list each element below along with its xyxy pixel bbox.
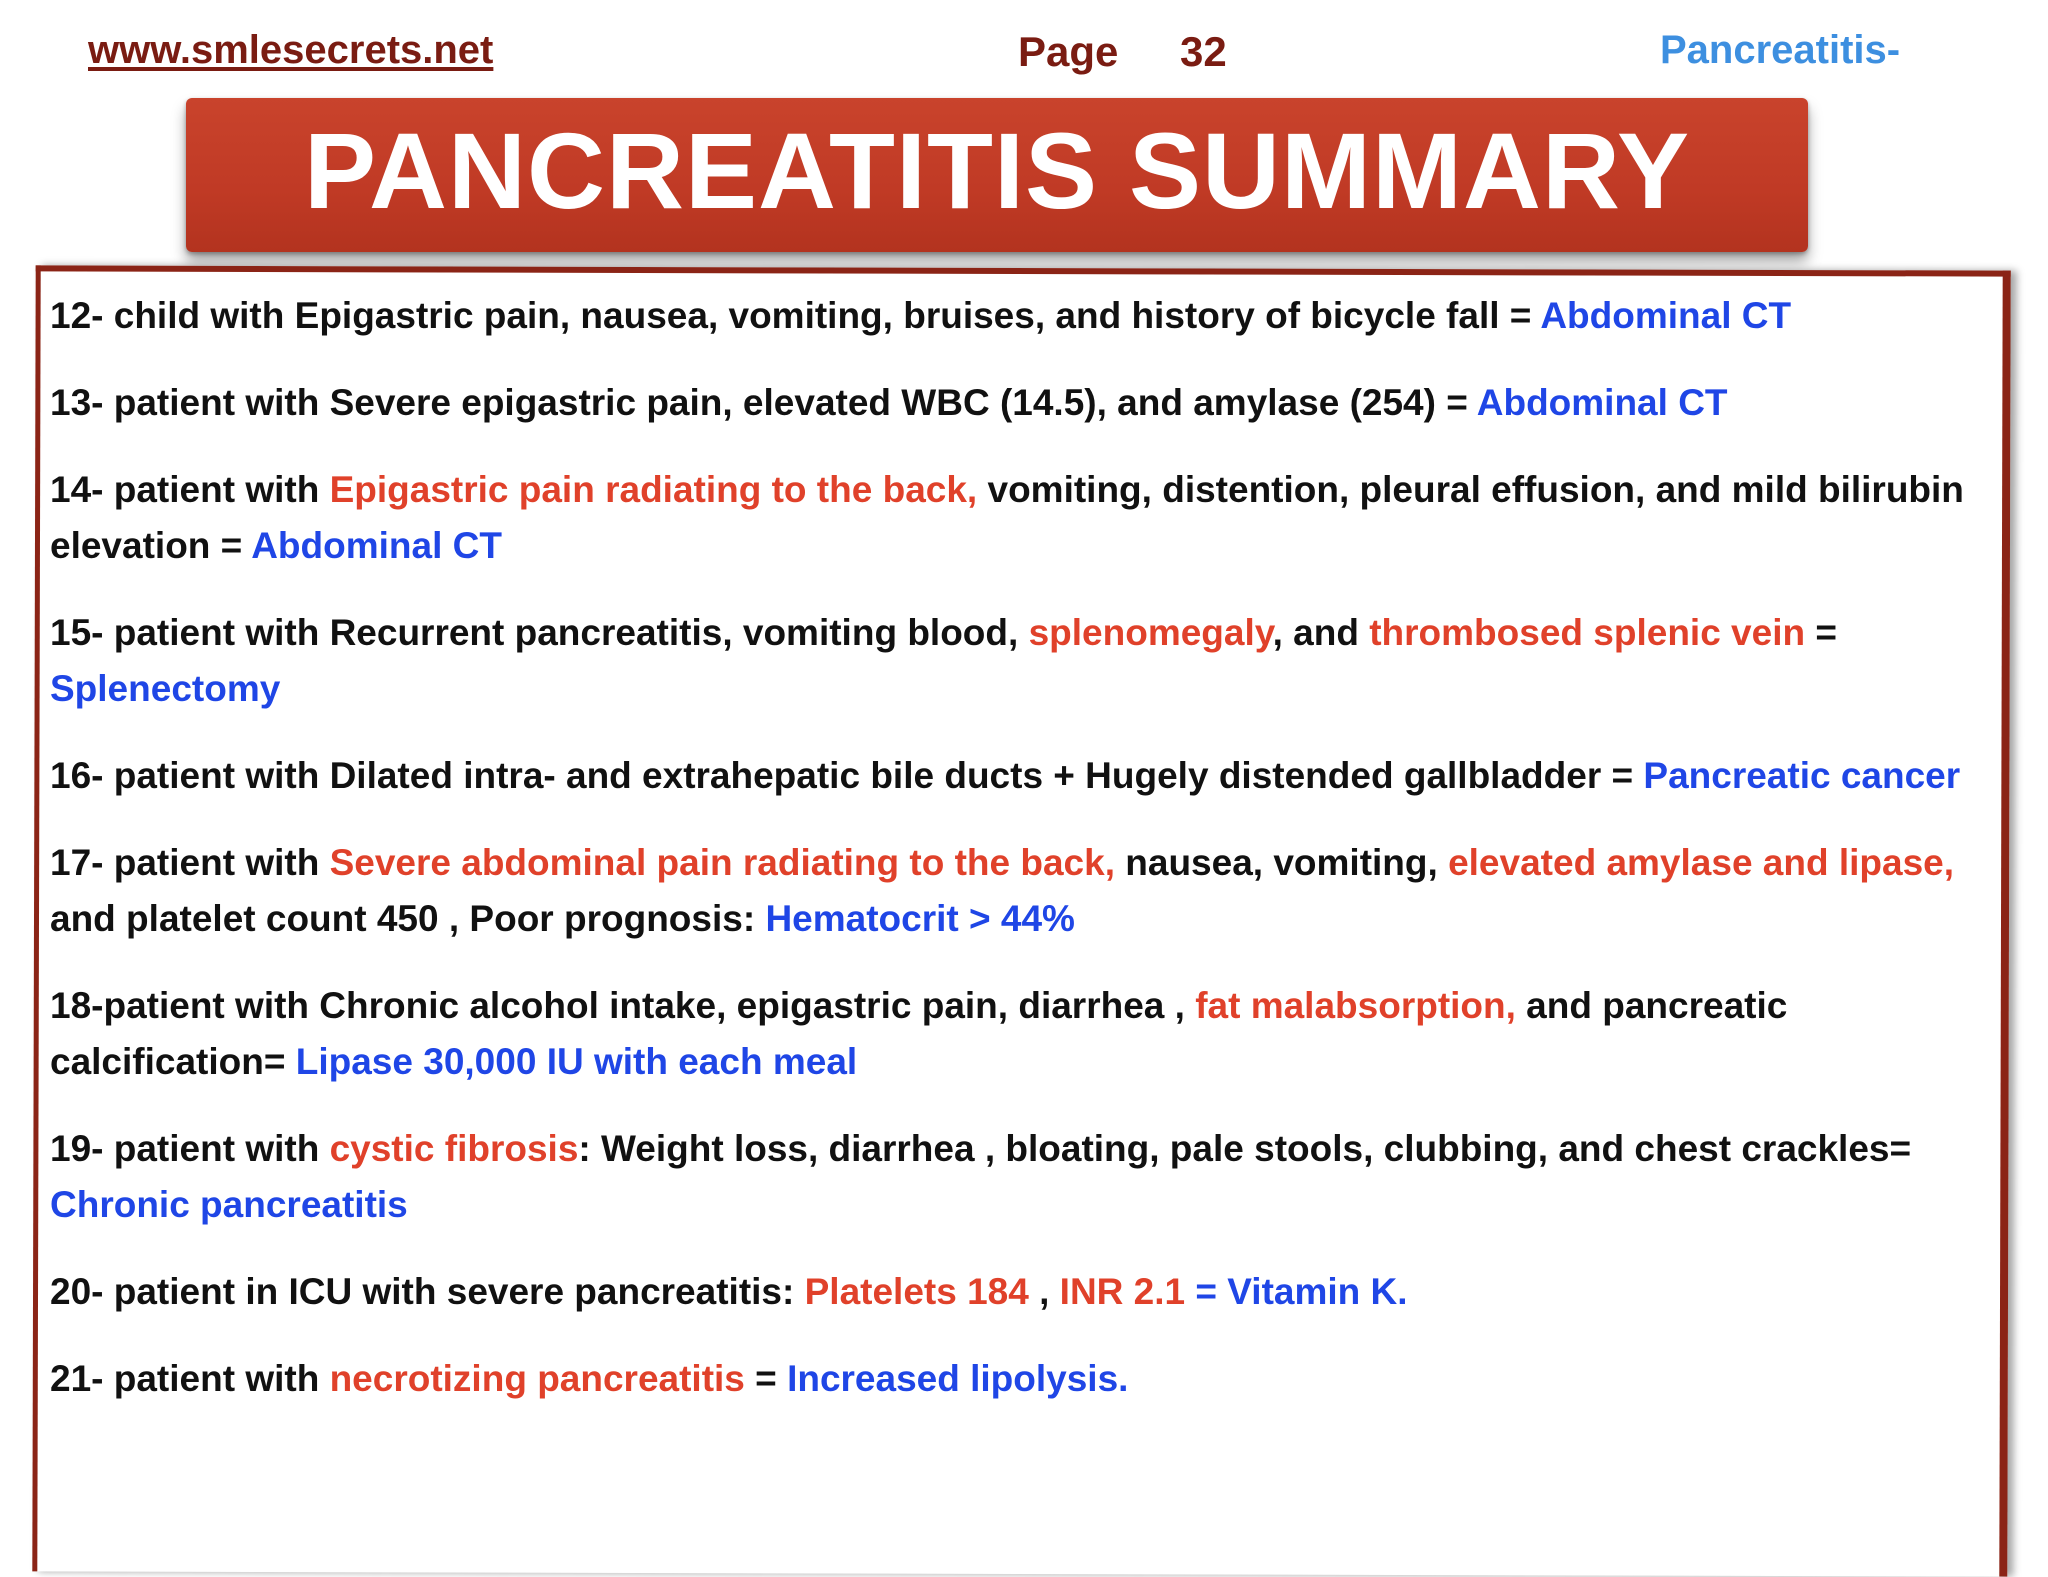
list-item-14 bbox=[50, 462, 2010, 574]
item-text: 12- child with Epigastric pain, nausea, vomiting, bruises, and history of bicycle fall = bbox=[50, 295, 1541, 336]
item-text bbox=[1185, 1271, 1195, 1312]
item-highlight: INR 2.1 bbox=[1059, 1271, 1186, 1312]
item-answer: Lipase 30,000 IU with each meal bbox=[295, 1041, 858, 1082]
section-tag: Pancreatitis- bbox=[1660, 28, 1901, 72]
item-text: 13- patient with Severe epigastric pain, elevated WBC (14.5), and amylase (254) = bbox=[50, 382, 1477, 423]
item-text: 21- patient with bbox=[50, 1358, 330, 1399]
summary-list bbox=[50, 288, 2010, 1438]
item-text: = bbox=[1805, 612, 1837, 653]
item-answer: Abdominal CT bbox=[1476, 382, 1728, 423]
item-answer: Abdominal CT bbox=[1540, 295, 1792, 336]
item-highlight: elevated amylase and lipase, bbox=[1448, 842, 1955, 883]
site-link[interactable]: www.smlesecrets.net bbox=[88, 28, 494, 72]
item-text: and pancreatic calcification= bbox=[50, 985, 1788, 1082]
item-highlight: Platelets 184 bbox=[804, 1271, 1029, 1312]
item-text: : Weight loss, diarrhea , bloating, pale stools, clubbing, and chest crackles= bbox=[578, 1128, 1912, 1169]
item-highlight: cystic fibrosis bbox=[329, 1128, 579, 1169]
item-text: 17- patient with bbox=[50, 842, 330, 883]
list-item-12 bbox=[50, 288, 2010, 344]
item-highlight: fat malabsorption, bbox=[1195, 985, 1516, 1026]
title-banner bbox=[186, 98, 1808, 252]
item-answer: Increased lipolysis. bbox=[787, 1358, 1129, 1399]
item-text: , and bbox=[1272, 612, 1370, 653]
item-text: and platelet count 450 , Poor prognosis: bbox=[50, 898, 766, 939]
list-item-13 bbox=[50, 375, 2010, 431]
item-text: 15- patient with Recurrent pancreatitis, vomiting blood, bbox=[50, 612, 1029, 653]
item-text: = bbox=[744, 1358, 788, 1399]
item-text: vomiting, distention, pleural effusion, and mild bilirubin elevation = bbox=[50, 469, 1964, 566]
list-item-18 bbox=[50, 978, 2010, 1090]
list-item-17 bbox=[50, 835, 2010, 947]
item-text: 18-patient with Chronic alcohol intake, epigastric pain, diarrhea , bbox=[50, 985, 1196, 1026]
item-answer: Splenectomy bbox=[50, 668, 281, 709]
page-label: Page bbox=[1018, 28, 1119, 75]
list-item-16 bbox=[50, 748, 2010, 804]
item-highlight: thrombosed splenic vein bbox=[1369, 612, 1806, 653]
item-highlight: Severe abdominal pain radiating to the back, bbox=[329, 842, 1115, 883]
item-answer: Pancreatic cancer bbox=[1643, 755, 1961, 796]
list-item-21 bbox=[50, 1351, 2010, 1407]
item-answer: Abdominal CT bbox=[251, 525, 502, 566]
list-item-15 bbox=[50, 605, 2010, 717]
item-text: 16- patient with Dilated intra- and extrahepatic bile ducts + Hugely distended gallbladder = bbox=[50, 755, 1644, 796]
item-answer: Chronic pancreatitis bbox=[50, 1184, 408, 1225]
item-highlight: Epigastric pain radiating to the back, bbox=[329, 469, 978, 510]
item-answer: Hematocrit > 44% bbox=[765, 898, 1075, 939]
item-text: nausea, vomiting, bbox=[1115, 842, 1449, 883]
item-highlight: necrotizing pancreatitis bbox=[329, 1358, 745, 1399]
list-item-19 bbox=[50, 1121, 2010, 1233]
item-highlight: splenomegaly bbox=[1028, 612, 1273, 653]
page-number: 32 bbox=[1180, 28, 1227, 75]
item-answer: = Vitamin K. bbox=[1195, 1271, 1408, 1312]
page-title: PANCREATITIS SUMMARY bbox=[304, 110, 1690, 231]
item-text: 14- patient with bbox=[50, 469, 330, 510]
item-text: 19- patient with bbox=[50, 1128, 330, 1169]
list-item-20 bbox=[50, 1264, 2010, 1320]
item-text: , bbox=[1028, 1271, 1060, 1312]
item-text: 20- patient in ICU with severe pancreatitis: bbox=[50, 1271, 805, 1312]
